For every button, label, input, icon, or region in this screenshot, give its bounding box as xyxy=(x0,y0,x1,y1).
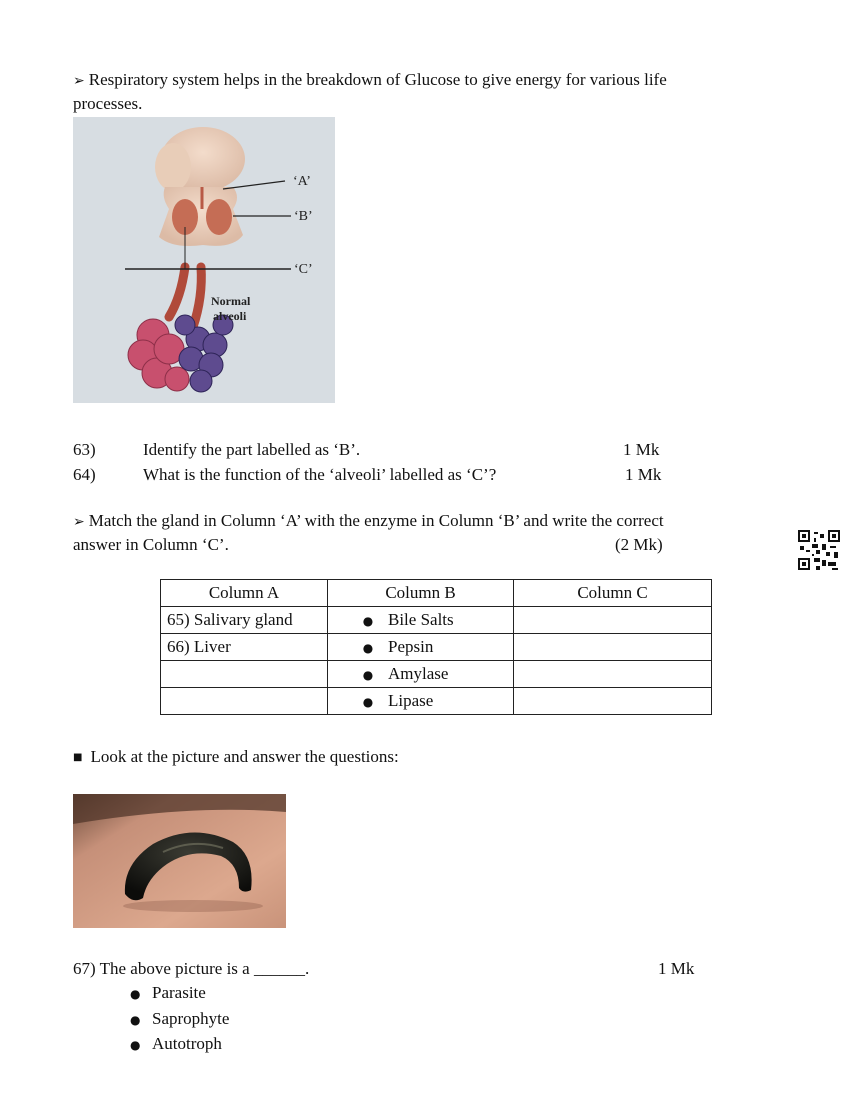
question-63-number: 63) xyxy=(73,440,96,459)
bullet-icon: ● xyxy=(362,641,374,655)
cell-column-b: ● Bile Salts xyxy=(328,607,514,634)
intro-respiratory-line2: processes. xyxy=(73,94,143,113)
cell-column-c[interactable] xyxy=(514,634,712,661)
question-64-text: What is the function of the ‘alveoli’ labelled as ‘C’? xyxy=(143,465,497,484)
cell-column-c[interactable] xyxy=(514,661,712,688)
bullet-icon: ● xyxy=(130,1012,141,1027)
alveoli-caption-line1: Normal xyxy=(211,294,251,308)
label-a: ‘A’ xyxy=(293,174,311,189)
label-c: ‘C’ xyxy=(294,262,313,277)
arrow-bullet-icon: ➢ xyxy=(73,514,85,530)
leech-photo xyxy=(73,794,286,928)
intro-match-marks: (2 Mk) xyxy=(615,535,663,554)
table-row xyxy=(161,688,712,715)
bullet-icon: ● xyxy=(362,668,374,682)
question-67-text: 67) The above picture is a ______. xyxy=(73,959,310,978)
question-63-text: Identify the part labelled as ‘B’. xyxy=(143,440,361,459)
header-column-a: Column A xyxy=(161,580,328,607)
respiratory-system-figure xyxy=(73,117,335,403)
question-64-number: 64) xyxy=(73,465,96,484)
question-67-options xyxy=(130,980,229,1057)
intro-match-line1: ➢ Match the gland in Column ‘A’ with the enzyme in Column ‘B’ and write the correct xyxy=(73,511,664,530)
table-row xyxy=(161,661,712,688)
bullet-icon: ● xyxy=(130,987,141,1001)
cell-column-b: ● Pepsin xyxy=(328,634,514,661)
cell-column-a: 65) Salivary gland xyxy=(161,607,328,634)
cell-column-b: ● Lipase xyxy=(328,688,514,715)
cell-column-a xyxy=(161,688,328,715)
bullet-icon: ● xyxy=(362,614,374,628)
alveoli-caption-line2: alveoli xyxy=(213,309,247,323)
intro-picture: ■ Look at the picture and answer the questions: xyxy=(73,747,399,766)
list-item: ● Autotroph xyxy=(130,1031,229,1057)
respiratory-diagram xyxy=(73,117,335,403)
list-item: ● Saprophyte xyxy=(130,1006,229,1032)
label-b: ‘B’ xyxy=(294,209,313,224)
intro-respiratory-line1: ➢ Respiratory system helps in the breakdown of Glucose to give energy for various life xyxy=(73,70,667,89)
bullet-icon: ● xyxy=(130,1038,141,1052)
cell-column-a: 66) Liver xyxy=(161,634,328,661)
table-header-row xyxy=(161,580,712,607)
match-table xyxy=(160,579,712,715)
header-column-c: Column C xyxy=(514,580,712,607)
bullet-icon: ● xyxy=(362,695,374,709)
arrow-bullet-icon: ➢ xyxy=(73,73,85,89)
table-row xyxy=(161,634,712,661)
list-item: ● Parasite xyxy=(130,980,229,1006)
cell-column-c[interactable] xyxy=(514,688,712,715)
cell-column-a xyxy=(161,661,328,688)
square-bullet-icon: ■ xyxy=(73,752,83,763)
question-64-marks: 1 Mk xyxy=(625,465,662,484)
intro-match-line2: answer in Column ‘C’. xyxy=(73,535,229,554)
cell-column-b: ● Amylase xyxy=(328,661,514,688)
label-line-a xyxy=(223,181,285,189)
lung-right xyxy=(206,199,232,235)
cell-column-c[interactable] xyxy=(514,607,712,634)
qr-code-icon xyxy=(798,530,840,570)
question-63-marks: 1 Mk xyxy=(623,440,660,459)
question-67-marks: 1 Mk xyxy=(658,959,695,978)
header-column-b: Column B xyxy=(328,580,514,607)
table-row xyxy=(161,607,712,634)
